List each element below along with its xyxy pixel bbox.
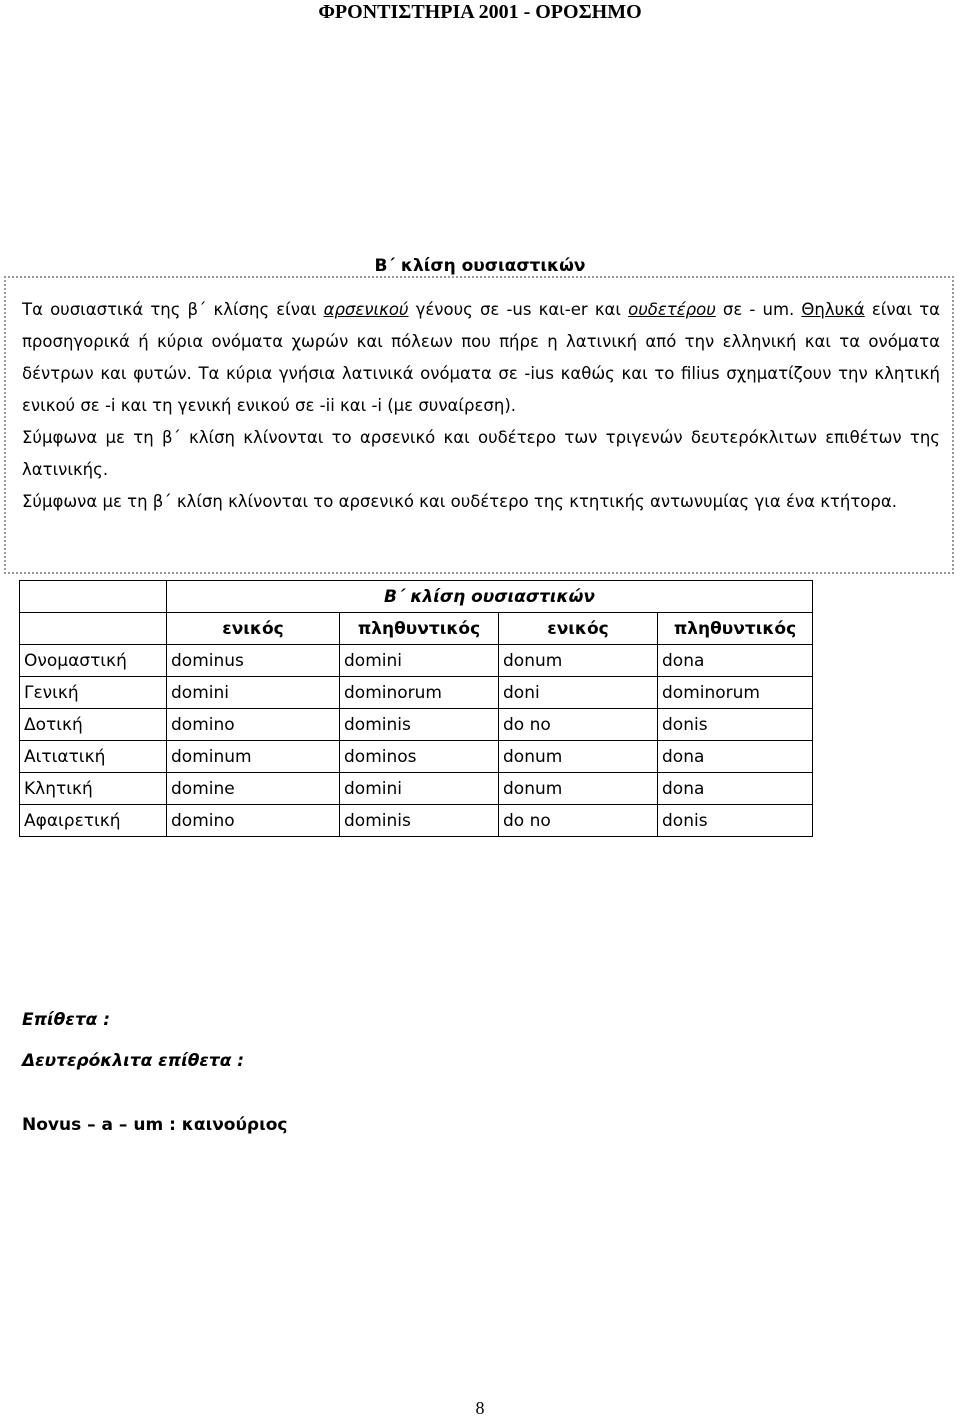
table-cell: domini [340,645,499,677]
underlined-term-neuter: ουδετέρου [628,300,716,319]
paragraph-1 [22,294,940,422]
table-cell: donum [499,645,658,677]
table-row [20,645,813,677]
table-cell: donum [499,773,658,805]
table-cell: donis [658,805,813,837]
header-cell: ενικός [499,613,658,645]
underlined-term-masculine: αρσενικού [323,300,409,319]
table-cell: dominis [340,805,499,837]
text-run: σε - um. [715,300,802,319]
declension-table [19,580,813,837]
table-cell: dona [658,741,813,773]
table-header-row [20,613,813,645]
table-row [20,677,813,709]
table-row [20,709,813,741]
table-cell: domino [167,805,340,837]
table-cell: dominus [167,645,340,677]
novus-example: Novus – a – um : καινούριος [22,1115,288,1135]
table-row [20,773,813,805]
table-cell: dominos [340,741,499,773]
table-cell: dominorum [340,677,499,709]
header-cell: πληθυντικός [340,613,499,645]
table-cell: donum [499,741,658,773]
section-title: Β΄ κλίση ουσιαστικών [374,256,586,276]
underlined-term-feminine: Θηλυκά [801,300,865,319]
header-cell: ενικός [167,613,340,645]
case-name-cell: Αφαιρετική [20,805,167,837]
header-cell [20,613,167,645]
body-text [22,294,940,518]
table-cell: dominum [167,741,340,773]
table-cell: dominorum [658,677,813,709]
table-cell: doni [499,677,658,709]
page-number: 8 [475,1398,485,1418]
paragraph-2: Σύμφωνα με τη β΄ κλίση κλίνονται το αρσενικό και ουδέτερο των τριγενών δευτερόκλιτων επιθέτων της λατινικής. [22,428,940,479]
text-run: είναι τα προσηγορικά ή κύρια ονόματα χωρών και πόλεων που πήρε η λατινική από την ελληνική και τα ονόματα δέντρων και φυτών. Τα κύρια γνήσια λατινικά ονόματα σε -ius καθώς και το filius σχηματίζουν την κλητική ενικού σε -i και τη γενική ενικού σε -ii και -i (με συναίρεση). [22,300,940,415]
table-cell: dona [658,645,813,677]
table-cell: domini [167,677,340,709]
table-cell: do no [499,709,658,741]
case-name-cell: Γενική [20,677,167,709]
header-cell: πληθυντικός [658,613,813,645]
case-name-cell: Ονομαστική [20,645,167,677]
table-row [20,805,813,837]
table-cell: domino [167,709,340,741]
page-header: ΦΡΟΝΤΙΣΤΗΡΙΑ 2001 - ΟΡΟΣΗΜΟ [318,1,642,23]
case-name-cell: Δοτική [20,709,167,741]
table-cell: domini [340,773,499,805]
second-declension-adjectives-heading: Δευτερόκλιτα επίθετα : [22,1051,245,1071]
table-corner-cell [20,581,167,613]
table-cell: do no [499,805,658,837]
table-caption-row [20,581,813,613]
paragraph-3: Σύμφωνα με τη β΄ κλίση κλίνονται το αρσενικό και ουδέτερο της κτητικής αντωνυμίας για ένα κτήτορα. [22,492,897,511]
text-run: Τα ουσιαστικά της β΄ κλίσης είναι [22,300,324,319]
table-cell: dominis [340,709,499,741]
table-caption: Β΄ κλίση ουσιαστικών [167,581,813,613]
table-row [20,741,813,773]
text-run: γένους σε -us και-er και [408,300,629,319]
case-name-cell: Κλητική [20,773,167,805]
case-name-cell: Αιτιατική [20,741,167,773]
table-cell: donis [658,709,813,741]
table-cell: dona [658,773,813,805]
adjectives-heading: Επίθετα : [22,1010,111,1030]
table-cell: domine [167,773,340,805]
